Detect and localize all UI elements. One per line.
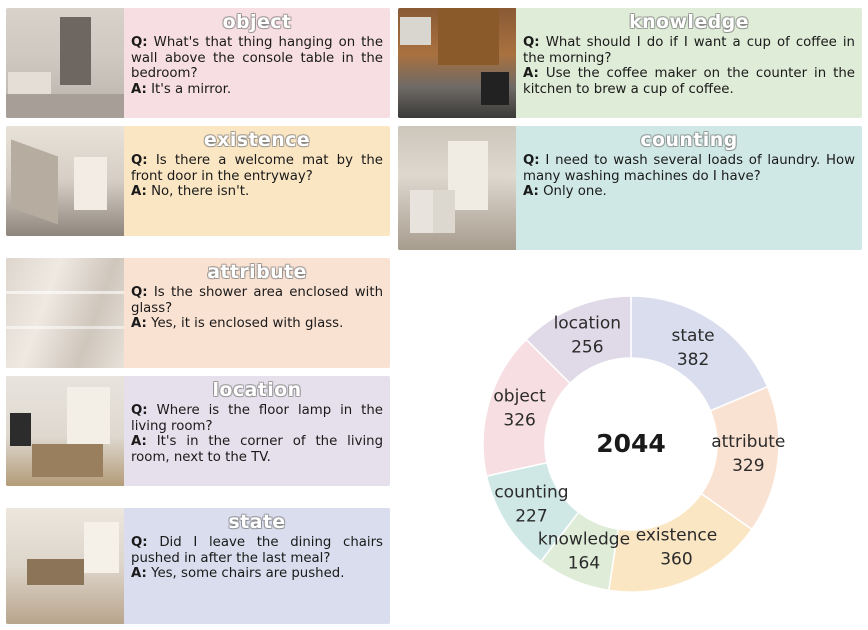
q-label: Q: (523, 35, 540, 50)
donut-label-value-object: 326 (503, 410, 536, 431)
qa-card-existence-image (6, 126, 124, 236)
qa-card-object-text (131, 35, 383, 97)
qa-card-counting-image (398, 126, 516, 250)
qa-card-location-image (6, 376, 124, 486)
q-text: Did I leave the dining chairs pushed in after the last meal? (131, 535, 383, 566)
donut-label-name-existence: existence (635, 525, 718, 546)
donut-label-name-state: state (671, 325, 715, 346)
q-label: Q: (131, 285, 148, 300)
qa-card-attribute (6, 258, 390, 368)
qa-card-knowledge-image (398, 8, 516, 118)
donut-svg (396, 260, 866, 628)
donut-label-value-state: 382 (676, 349, 710, 370)
qa-card-object-title: object (222, 11, 292, 33)
q-text: I need to wash several loads of laundry. How many washing machines do I have? (523, 153, 856, 184)
q-text: Is there a welcome mat by the front door in the entryway? (131, 153, 383, 184)
q-text: What should I do if I want a cup of coffee in the morning? (523, 35, 855, 66)
donut-center-total: 2044 (596, 429, 666, 458)
qa-card-existence (6, 126, 390, 236)
q-label: Q: (131, 153, 148, 168)
qa-card-location (6, 376, 390, 486)
donut-label-name-object: object (493, 386, 546, 407)
qa-card-attribute-text (131, 285, 383, 332)
a-label: A: (131, 566, 147, 582)
q-label: Q: (131, 535, 148, 550)
qa-card-location-body (124, 376, 390, 486)
a-label: A: (131, 434, 147, 450)
donut-label-name-counting: counting (494, 482, 569, 503)
a-text: No, there isn't. (151, 184, 250, 200)
a-label: A: (523, 184, 539, 200)
qa-card-knowledge-title: knowledge (629, 11, 749, 33)
a-text: Yes, it is enclosed with glass. (151, 316, 344, 332)
qa-card-object-image (6, 8, 124, 118)
a-text: Use the coffee maker on the counter in the kitchen to brew a cup of coffee. (523, 66, 855, 97)
a-label: A: (523, 66, 539, 82)
qa-card-state-body (124, 508, 390, 624)
qa-card-counting-title: counting (640, 129, 738, 151)
qa-card-existence-text (131, 153, 383, 200)
a-text: It's a mirror. (151, 81, 232, 97)
qa-card-state-text (131, 535, 383, 582)
qa-card-state-title: state (228, 511, 286, 533)
qa-card-knowledge-body (516, 8, 862, 118)
category-distribution-donut-chart (396, 260, 866, 628)
qa-card-location-title: location (212, 379, 302, 401)
a-text: Yes, some chairs are pushed. (151, 566, 345, 582)
qa-card-attribute-body (124, 258, 390, 368)
donut-label-value-existence: 360 (660, 549, 693, 570)
qa-card-existence-title: existence (203, 129, 311, 151)
qa-card-state-image (6, 508, 124, 624)
a-text: Only one. (543, 184, 607, 200)
a-text: It's in the corner of the living room, next to the TV. (131, 434, 384, 465)
a-label: A: (131, 316, 147, 332)
donut-label-value-location: 256 (571, 337, 604, 358)
q-label: Q: (523, 153, 540, 168)
qa-card-knowledge-text (523, 35, 855, 97)
donut-label-name-knowledge: knowledge (537, 529, 631, 550)
qa-card-counting-text (523, 153, 855, 200)
qa-card-existence-body (124, 126, 390, 236)
qa-card-counting-body (516, 126, 862, 250)
qa-card-object-body (124, 8, 390, 118)
qa-card-object (6, 8, 390, 118)
donut-label-value-attribute: 329 (732, 455, 765, 476)
qa-card-attribute-title: attribute (207, 261, 307, 283)
qa-card-state (6, 508, 390, 624)
qa-card-attribute-image (6, 258, 124, 368)
qa-card-knowledge (398, 8, 862, 118)
a-label: A: (131, 81, 147, 97)
donut-label-value-counting: 227 (515, 506, 548, 527)
q-label: Q: (131, 403, 148, 418)
q-text: Where is the floor lamp in the living room? (131, 403, 383, 434)
q-text: What's that thing hanging on the wall above the console table in the bedroom? (131, 35, 383, 82)
qa-card-counting (398, 126, 862, 250)
q-label: Q: (131, 35, 148, 50)
donut-label-value-knowledge: 164 (567, 553, 601, 574)
a-label: A: (131, 184, 147, 200)
q-text: Is the shower area enclosed with glass? (131, 285, 383, 316)
donut-label-name-attribute: attribute (711, 431, 786, 452)
donut-label-name-location: location (553, 313, 622, 334)
qa-card-location-text (131, 403, 383, 465)
